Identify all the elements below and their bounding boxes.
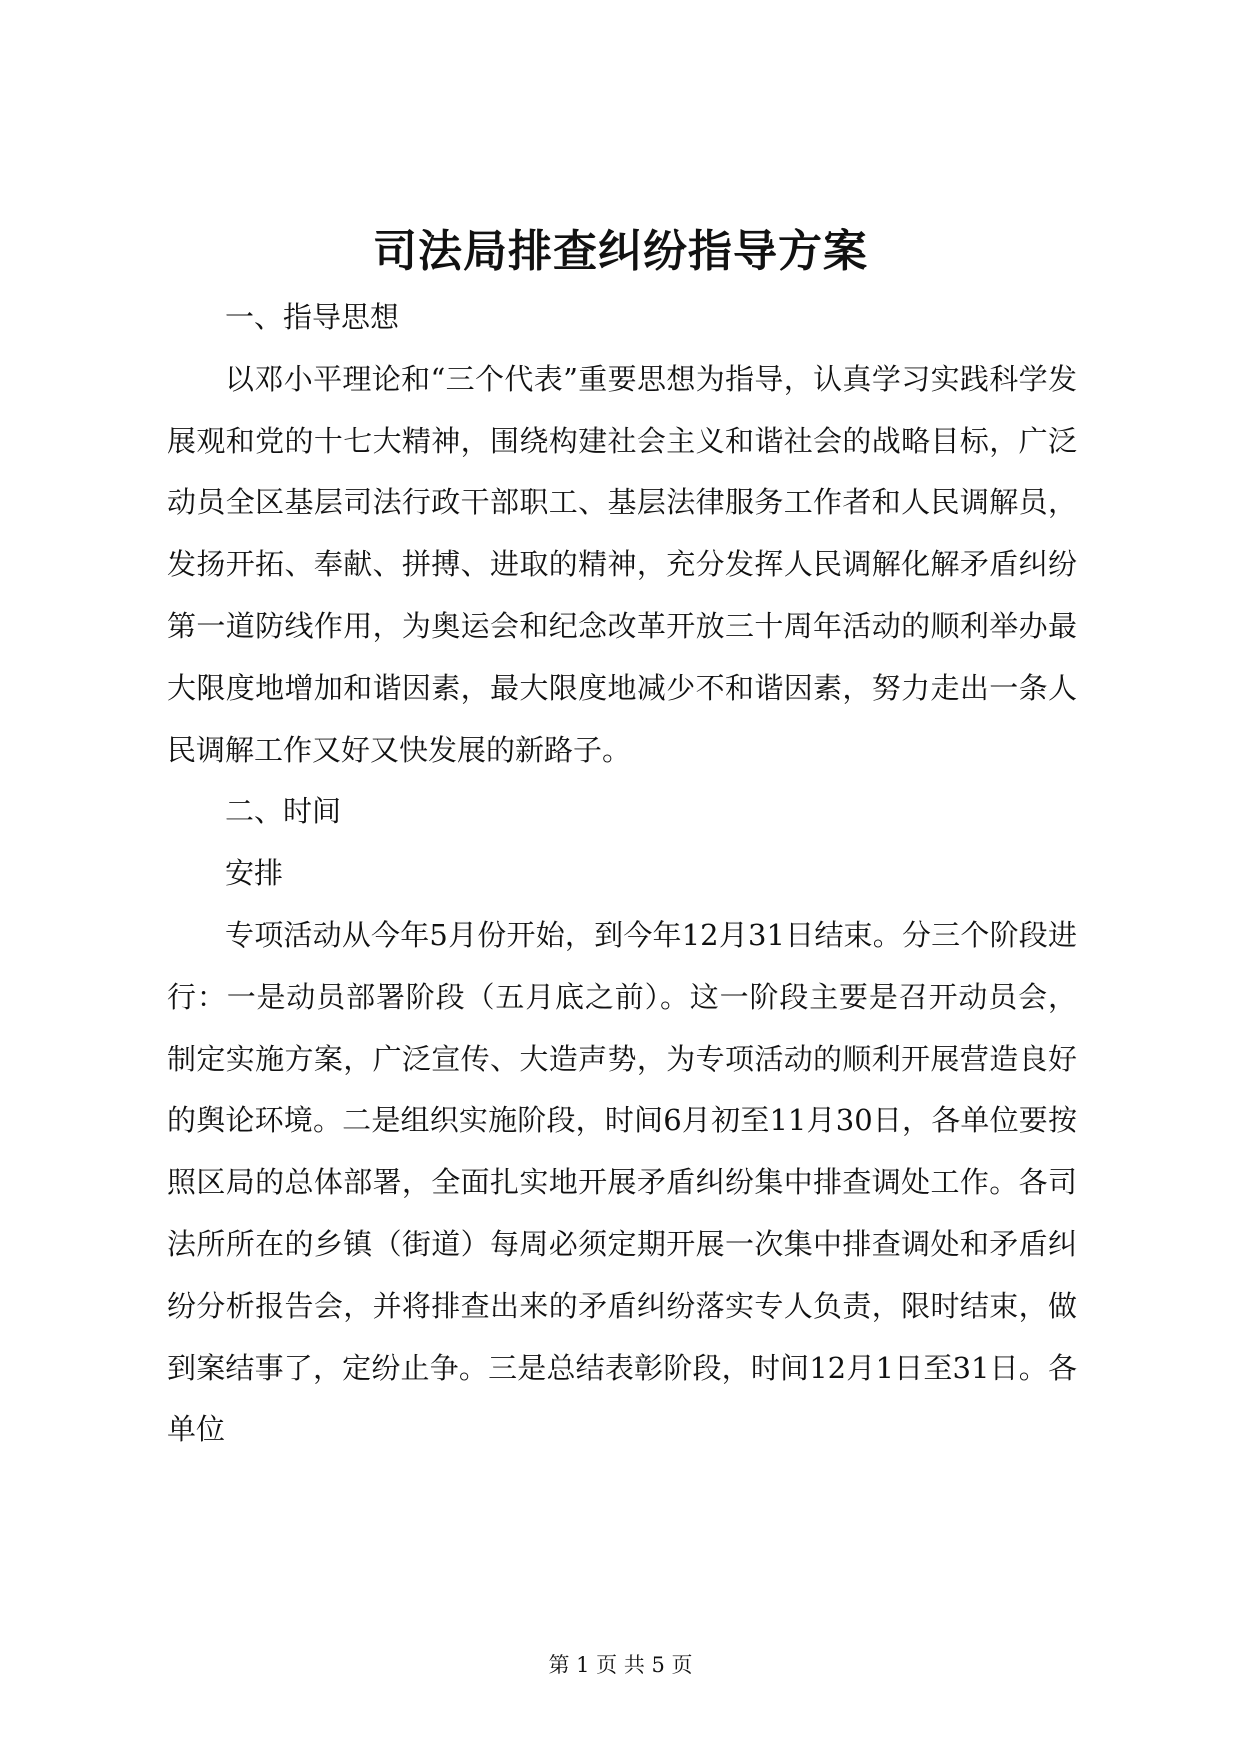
section-heading-arrangement: 安排	[225, 856, 284, 891]
document-title: 司法局排查纠纷指导方案	[373, 226, 868, 277]
paragraph-schedule: 专项活动从今年5月份开始，到今年12月31日结束。分三个阶段进行：一是动员部署阶段（五月底之前）。这一阶段主要是召开动员会，制定实施方案，广泛宣传、大造声势，为专项活动的顺利开展营造良好的舆论环境。二是组织实施阶段，时间6月初至11月30日，各单位要按照区局的总体部署，全面扎实地开展矛盾纠纷集中排查调处工作。各司法所所在的乡镇（街道）每周必须定期开展一次集中排查调处和矛盾纠纷分析报告会，并将排查出来的矛盾纠纷落实专人负责，限时结束，做到案结事了，定纷止争。三是总结表彰阶段，时间12月1日至31日。各单位	[167, 917, 1077, 1447]
document-body	[167, 287, 1077, 1461]
paragraph-guiding-ideology: 以邓小平理论和“三个代表”重要思想为指导，认真学习实践科学发展观和党的十七大精神，围绕构建社会主义和谐社会的战略目标，广泛动员全区基层司法行政干部职工、基层法律服务工作者和人民调解员，发扬开拓、奉献、拼搏、进取的精神，充分发挥人民调解化解矛盾纠纷第一道防线作用，为奥运会和纪念改革开放三十周年活动的顺利举办最大限度地增加和谐因素，最大限度地减少不和谐因素，努力走出一条人民调解工作又好又快发展的新路子。	[167, 361, 1077, 767]
section-heading-time: 二、时间	[225, 794, 342, 829]
section-heading-guiding-ideology: 一、指导思想	[225, 300, 400, 334]
page-number-footer: 第 1 页 共 5 页	[548, 1653, 693, 1677]
